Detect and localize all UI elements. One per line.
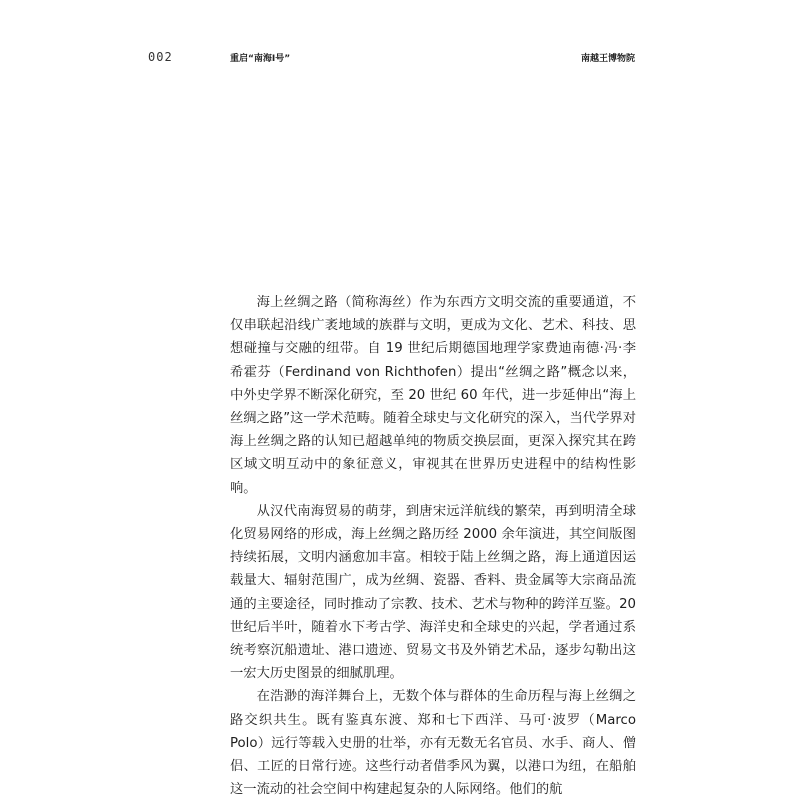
book-title: 重启“南海Ⅰ号”	[230, 54, 291, 64]
paragraph-2: 从汉代南海贸易的萌芽，到唐宋远洋航线的繁荣，再到明清全球化贸易网络的形成，海上丝绸之路历经 2000 余年演进，其空间版图持续拓展，文明内涵愈加丰富。相较于陆上丝绸之路，海上通道因运载量大、辐射范围广，成为丝绸、瓷器、香料、贵金属等大宗商品流通的主要途径，同时推动了宗教、技术、艺术与物种的跨洋互鉴。20 世纪后半叶，随着水下考古学、海洋史和全球史的兴起，学者通过系统考察沉船遗址、港口遗迹、贸易文书及外销艺术品，逐步勾勒出这一宏大历史图景的细腻肌理。	[230, 503, 636, 682]
page-number: 002	[148, 50, 173, 64]
publisher-name: 南越王博物院	[580, 54, 635, 64]
body-text	[230, 291, 636, 801]
running-header	[0, 50, 800, 70]
paragraph-1: 海上丝绸之路（简称海丝）作为东西方文明交流的重要通道，不仅串联起沿线广袤地域的族群与文明，更成为文化、艺术、科技、思想碰撞与交融的纽带。自 19 世纪后期德国地理学家费迪南德·冯·李希霍芬（Ferdinand von Richthofen）提出“丝绸之路”概念以来，中外史学界不断深化研究，至 20 世纪 60 年代，进一步延伸出“海上丝绸之路”这一学术范畴。随着全球史与文化研究的深入，当代学界对海上丝绸之路的认知已超越单纯的物质交换层面，更深入探究其在跨区域文明互动中的象征意义，审视其在世界历史进程中的结构性影响。	[230, 295, 636, 496]
paragraph-3: 在浩渺的海洋舞台上，无数个体与群体的生命历程与海上丝绸之路交织共生。既有鉴真东渡、郑和七下西洋、马可·波罗（Marco Polo）远行等载入史册的壮举，亦有无数无名官员、水手、商人、僧侣、工匠的日常行迹。这些行动者借季风为翼，以港口为纽，在船舶这一流动的社会空间中构建起复杂的人际网络。他们的航	[230, 689, 636, 798]
